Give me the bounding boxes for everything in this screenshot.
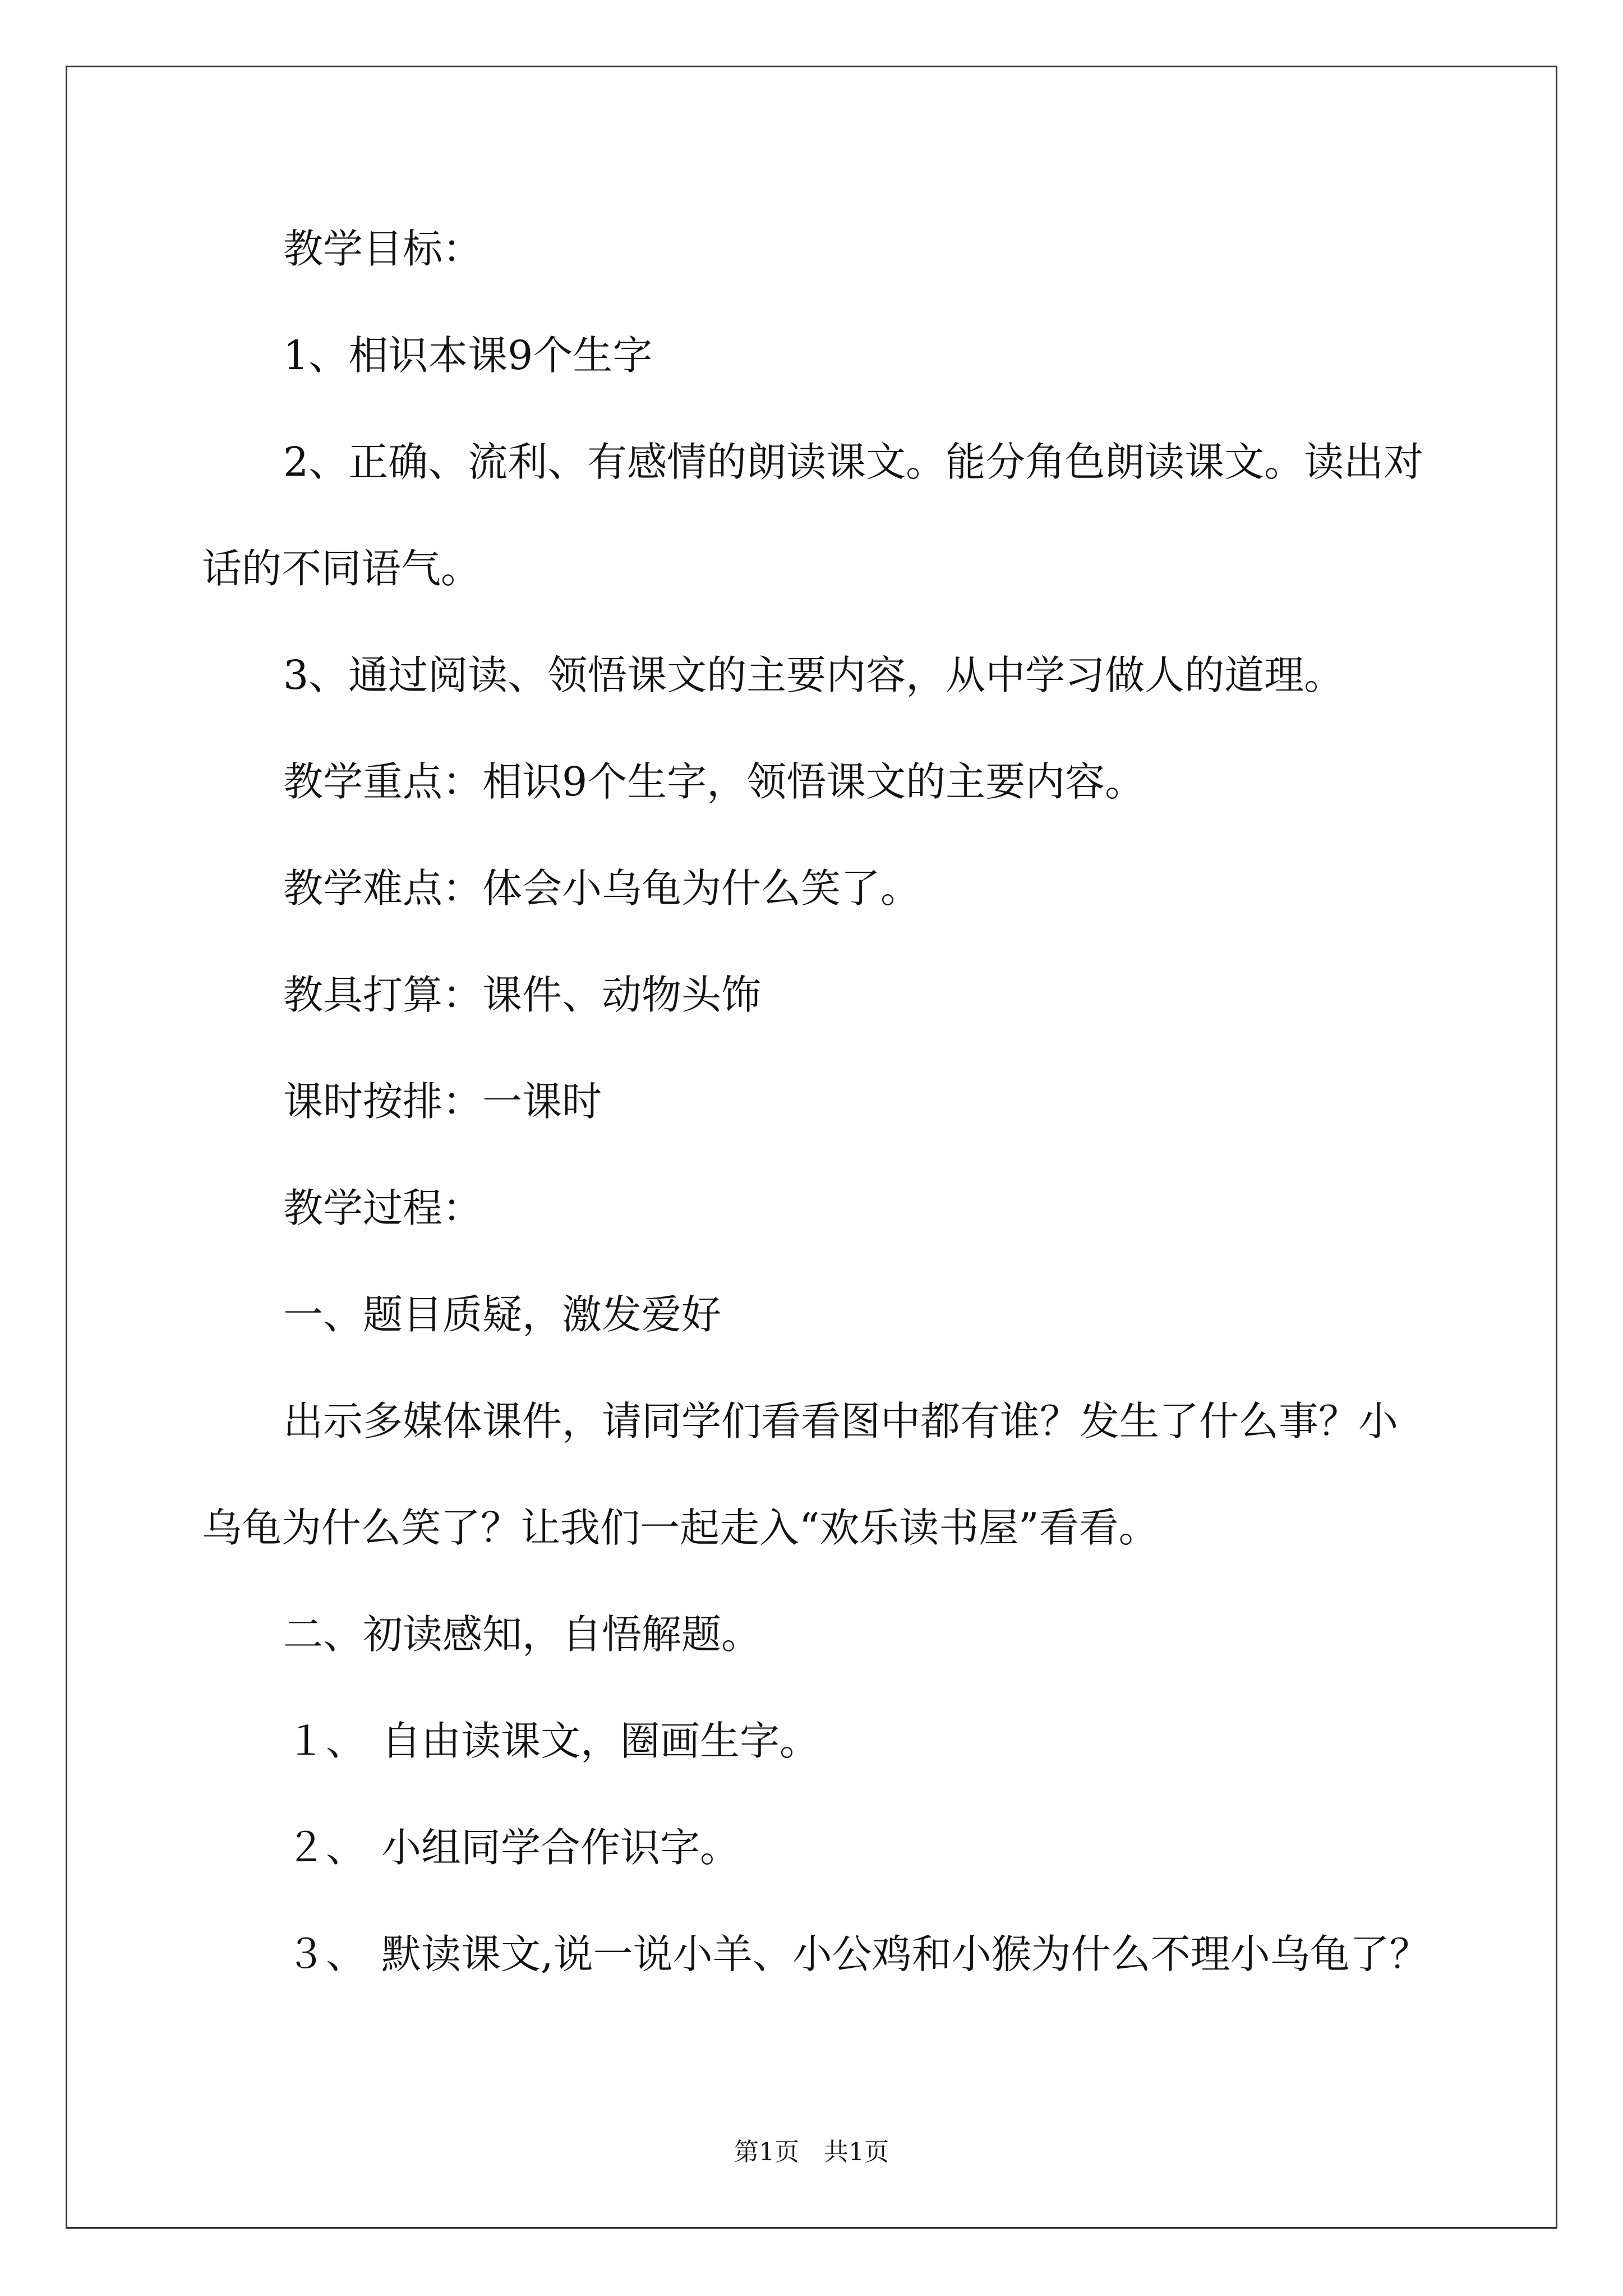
goal-1: 1、相识本课9个生字 bbox=[283, 332, 653, 379]
teaching-aids: 教具打算：课件、动物头饰 bbox=[283, 972, 762, 1018]
page-frame bbox=[66, 66, 1557, 2229]
list-item-3-text: 默读课文,说一说小羊、小公鸡和小猴为什么不理小乌龟了？ bbox=[381, 1931, 1430, 1977]
list-item-2-number: ２、 bbox=[286, 1824, 366, 1871]
section-1-body-line-2: 乌龟为什么笑了？让我们一起走入“欢乐读书屋”看看。 bbox=[202, 1504, 1159, 1551]
list-item-2-text: 小组同学合作识字。 bbox=[381, 1824, 740, 1871]
list-item-1-text: 自由读课文，圈画生字。 bbox=[381, 1718, 820, 1764]
section-1-body-line-1: 出示多媒体课件，请同学们看看图中都有谁？发生了什么事？小 bbox=[283, 1398, 1399, 1444]
heading-teaching-goals: 教学目标： bbox=[283, 226, 483, 272]
section-1-heading: 一、题目质疑，激发爱好 bbox=[283, 1291, 722, 1338]
key-points: 教学重点：相识9个生字，领悟课文的主要内容。 bbox=[283, 758, 1145, 805]
page-number-footer: 第1页 共1页 bbox=[734, 2138, 889, 2166]
list-item-3-number: ３、 bbox=[286, 1931, 366, 1977]
class-schedule: 课时按排：一课时 bbox=[283, 1078, 602, 1125]
list-item-1-number: １、 bbox=[286, 1718, 366, 1764]
goal-2-line-1: 2、正确、流利、有感情的朗读课文。能分角色朗读课文。读出对 bbox=[283, 439, 1424, 485]
section-2-heading: 二、初读感知，自悟解题。 bbox=[283, 1611, 762, 1658]
heading-teaching-process: 教学过程： bbox=[283, 1185, 483, 1231]
goal-2-line-2: 话的不同语气。 bbox=[202, 545, 481, 592]
difficult-points: 教学难点：体会小乌龟为什么笑了。 bbox=[283, 865, 921, 912]
goal-3: 3、通过阅读、领悟课文的主要内容，从中学习做人的道理。 bbox=[283, 652, 1344, 698]
